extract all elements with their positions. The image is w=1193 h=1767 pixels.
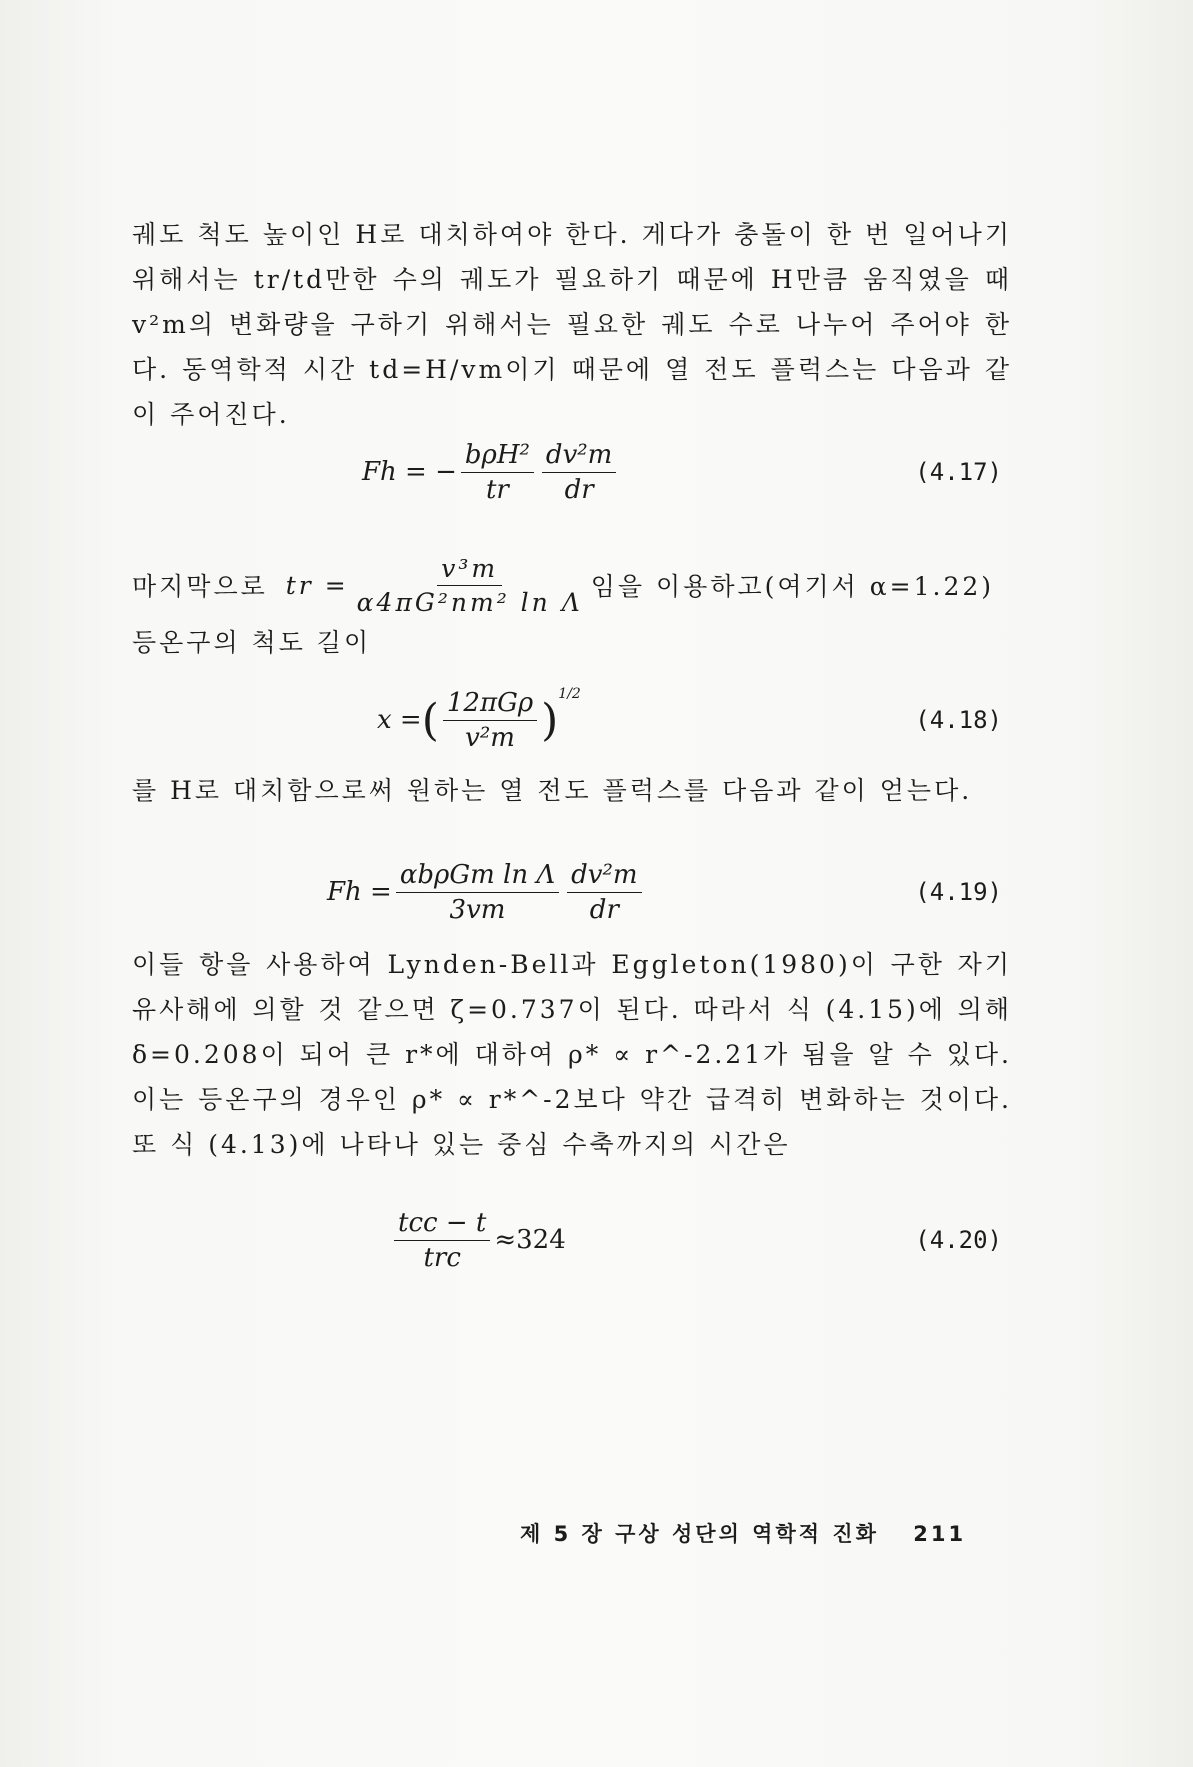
paragraph-text: 궤도 척도 높이인 H로 대치하여야 한다. 게다가 충돌이 한 번 일어나기 위해서는 tr/td만한 수의 궤도가 필요하기 때문에 H만큼 움직였을 때 v²m의 변화량을 구하기 위해서는 필요한 궤도 수로 나누어 주어야 한다. 동역학적 시간 td=H/vm이기 때문에 열 전도 플럭스는 다음과 같이 주어진다.	[132, 220, 1012, 429]
equation-number: (4.20)	[915, 1226, 1002, 1254]
eq-rhs: ≈324	[494, 1225, 566, 1255]
eq-den: dr	[564, 474, 594, 505]
paragraph-4	[132, 942, 1012, 1167]
eq-den: dr	[589, 894, 619, 925]
eq-lhs: tr =	[285, 570, 349, 600]
equation-4-20	[132, 1200, 1012, 1280]
chapter-title: 제 5 장 구상 성단의 역학적 진화	[520, 1522, 879, 1546]
equation-4-18: x = ( $\frac{\text{12πGρ}}{\text{v²m}}$ ) $^{1/2}$ (4.18)	[132, 680, 1012, 760]
eq-num: αbρGm ln Λ	[396, 860, 559, 893]
paragraph-text: 를 H로 대치함으로써 원하는 열 전도 플럭스를 다음과 같이 얻는다.	[132, 776, 973, 805]
paragraph-text: 이들 항을 사용하여 Lynden-Bell과 Eggleton(1980)이 구한 자기 유사해에 의할 것 같으면 ζ=0.737이 된다. 따라서 식 (4.15)에 의해 δ=0.208이 되어 큰 r*에 대하여 ρ* ∝ r^-2.21가 됨을 알 수 있다. 이는 등온구의 경우인 ρ* ∝ r*^-2보다 약간 급격히 변화하는 것이다. 또 식 (4.13)에 나타나 있는 중심 수축까지의 시간은	[132, 950, 1012, 1159]
line-prefix: 마지막으로	[132, 572, 268, 601]
equation-number: (4.19)	[915, 878, 1002, 906]
eq-den: 3vm	[449, 894, 506, 925]
eq-den: tr	[485, 474, 509, 505]
equation-number: (4.17)	[915, 458, 1002, 486]
eq-num: dv²m	[542, 440, 616, 473]
paragraph-2-cont	[132, 620, 1012, 665]
eq-num: v³m	[437, 554, 502, 586]
eq-num: dv²m	[567, 860, 641, 893]
eq-exponent: 1/2	[558, 686, 581, 702]
eq-den: v²m	[465, 722, 515, 753]
equation-number: (4.18)	[915, 706, 1002, 734]
equation-4-17	[132, 432, 1012, 512]
page-number: 211	[913, 1522, 967, 1546]
tr-definition-line	[132, 540, 1012, 630]
line-suffix: 임을 이용하고(여기서 α=1.22)	[590, 572, 995, 601]
eq-lhs: Fh = −	[362, 457, 457, 487]
eq-den: α4πG²nm² ln Λ	[356, 587, 583, 617]
eq-lhs: x =	[377, 705, 422, 735]
page-footer	[520, 1518, 966, 1548]
eq-den: trc	[423, 1242, 461, 1273]
eq-lhs: Fh =	[327, 877, 392, 907]
paragraph-text: 등온구의 척도 길이	[132, 628, 372, 657]
eq-num: tcc − t	[394, 1208, 490, 1241]
eq-num: bρH²	[461, 440, 534, 473]
paragraph-1	[132, 212, 1012, 437]
eq-num: 12πGρ	[443, 688, 537, 721]
equation-4-19	[132, 852, 1012, 932]
paragraph-3	[132, 768, 1012, 813]
